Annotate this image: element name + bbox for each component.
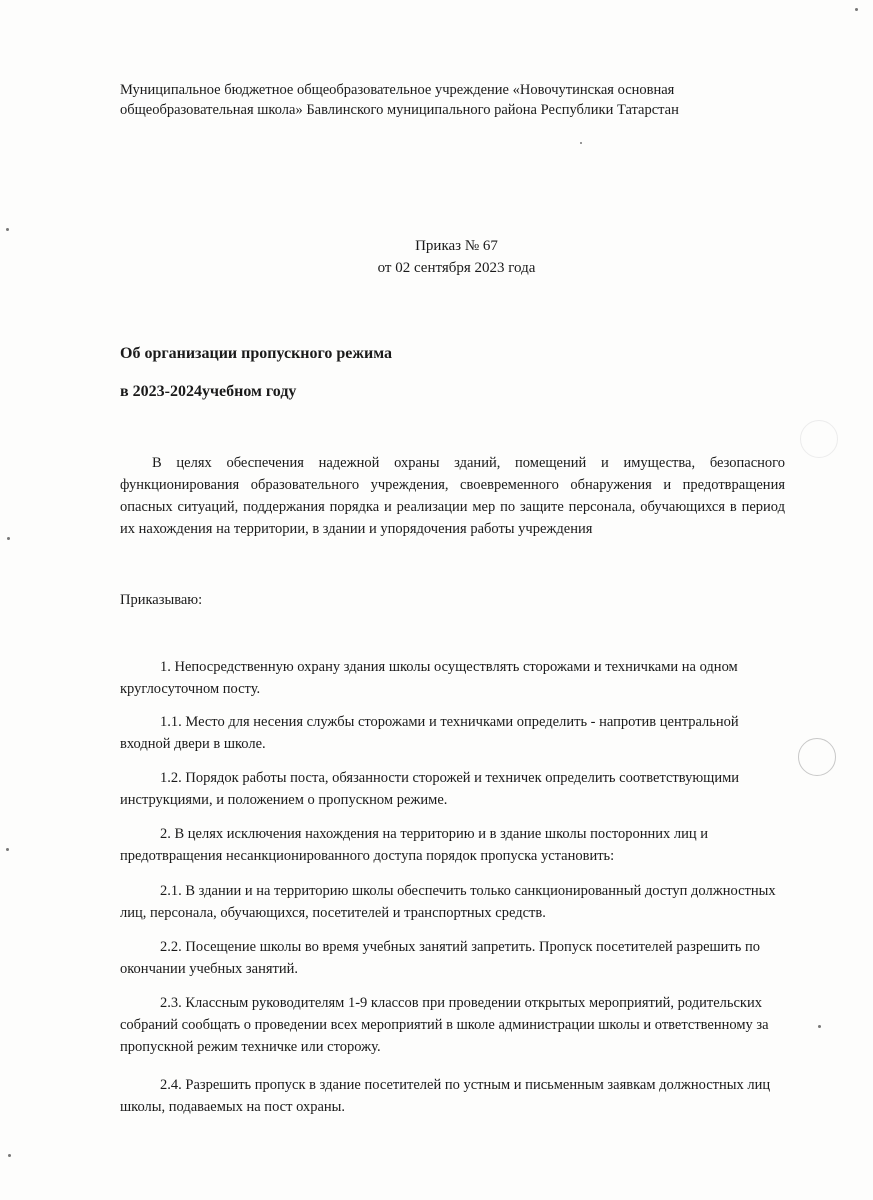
- clause-2-2: 2.2. Посещение школы во время учебных занятий запретить. Пропуск посетителей разрешить по окончании учебных занятий.: [120, 939, 761, 977]
- clause-2-1: 2.1. В здании и на территорию школы обеспечить только санкционированный доступ должностных лиц, персонала, обучающихся, посетителей и транспортных средств.: [120, 883, 776, 921]
- clause-1: 1. Непосредственную охрану здания школы осуществлять сторожами и техничками на одном круглосуточном посту.: [120, 659, 738, 697]
- organization-line-1: Муниципальное бюджетное общеобразовательное учреждение «Новочутинская основная: [120, 82, 675, 98]
- order-subject-line-2: в 2023-2024учебном году: [120, 383, 297, 400]
- order-number: Приказ № 67: [415, 238, 498, 254]
- order-directive-word: Приказываю:: [120, 592, 203, 608]
- clause-2-4: 2.4. Разрешить пропуск в здание посетителей по устным и письменным заявкам должностных лиц школы, подаваемых на пост охраны.: [120, 1077, 771, 1115]
- scan-speck: [7, 537, 10, 540]
- order-subject-line-1: Об организации пропускного режима: [120, 345, 392, 362]
- punch-hole-shadow: [798, 738, 836, 776]
- clause-1-2: 1.2. Порядок работы поста, обязанности сторожей и техничек определить соответствующими инструкциями, и положением о пропускном режиме.: [120, 770, 740, 808]
- clause-2: 2. В целях исключения нахождения на территорию и в здание школы посторонних лиц и предотвращения несанкционированного доступа порядок пропуска установить:: [120, 826, 709, 864]
- clause-1-1: 1.1. Место для несения службы сторожами и техничками определить - напротив центральной входной двери в школе.: [120, 714, 739, 752]
- punch-hole-shadow: [800, 420, 838, 458]
- organization-header: [120, 80, 780, 120]
- scan-speck: [855, 8, 858, 11]
- scan-speck: [580, 142, 582, 144]
- organization-line-2: общеобразовательная школа» Бавлинского муниципального района Республики Татарстан: [120, 102, 679, 118]
- clause-2-3: 2.3. Классным руководителям 1-9 классов при проведении открытых мероприятий, родительских собраний сообщать о проведении всех мероприятий в школе администрации школы и ответственному за пропускной режим техничке или сторожу.: [120, 995, 769, 1055]
- scan-speck: [6, 848, 9, 851]
- preamble-paragraph: В целях обеспечения надежной охраны зданий, помещений и имущества, безопасного функционирования образовательного учреждения, своевременного обнаружения и предотвращения опасных ситуаций, поддержания порядка и реализации мер по защите персонала, обучающихся в период их нахождения на территории, в здании и упорядочения работы учреждения: [120, 455, 785, 537]
- scan-speck: [6, 228, 9, 231]
- order-date: от 02 сентября 2023 года: [377, 260, 536, 276]
- scan-speck: [8, 1154, 11, 1157]
- scan-speck: [818, 1025, 821, 1028]
